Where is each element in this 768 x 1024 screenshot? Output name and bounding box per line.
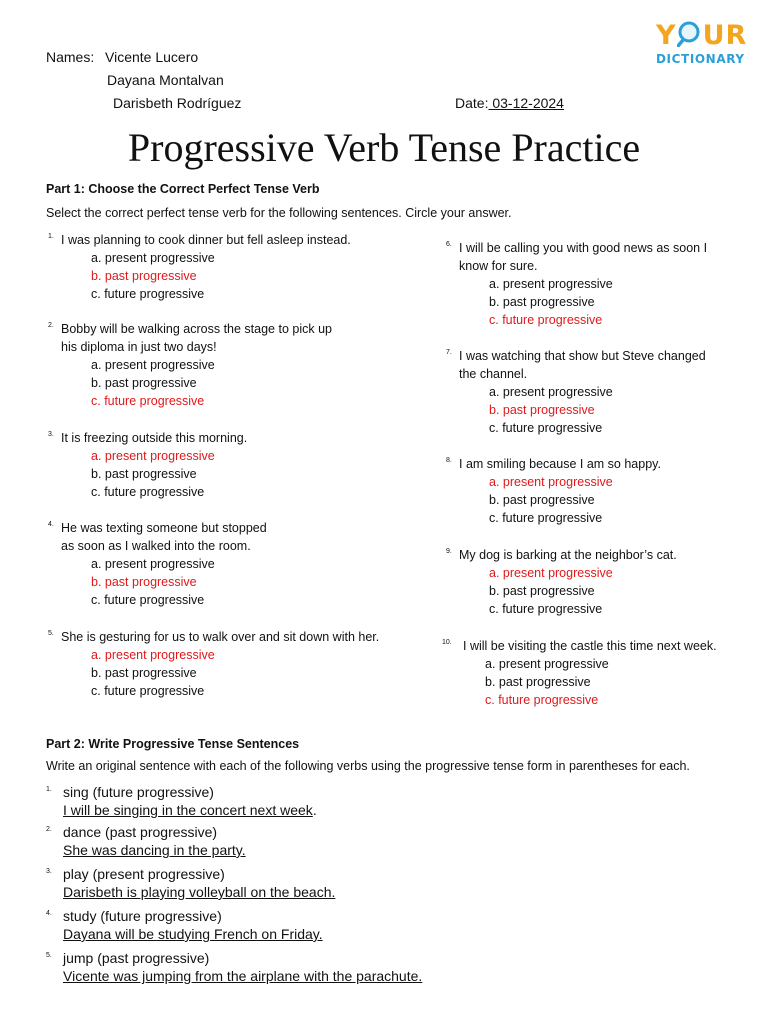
question-number: 6. — [446, 241, 452, 248]
question-number: 10. — [442, 639, 452, 646]
item-answer[interactable]: Dayana will be studying French on Friday. — [63, 926, 323, 942]
option-c[interactable]: c. future progressive — [91, 593, 205, 607]
item-prompt: study (future progressive) — [63, 908, 222, 924]
option-a[interactable]: a. present progressive — [91, 358, 215, 372]
part2-item-4 — [46, 907, 323, 943]
question-text: I was planning to cook dinner but fell asleep instead. — [61, 233, 351, 247]
question-number: 4. — [48, 521, 54, 528]
option-a-correct[interactable]: a. present progressive — [489, 566, 613, 580]
question-number: 3. — [48, 431, 54, 438]
option-b[interactable]: b. past progressive — [91, 467, 197, 481]
names-label: Names: — [46, 49, 95, 65]
question-text: know for sure. — [459, 259, 538, 273]
part2-item-2 — [46, 823, 246, 859]
option-b-correct[interactable]: b. past progressive — [489, 403, 595, 417]
part2-item-1 — [46, 783, 317, 819]
part1-instructions: Select the correct perfect tense verb for the following sentences. Circle your answer. — [46, 206, 512, 220]
item-number: 3. — [46, 868, 52, 875]
date-label: Date: — [455, 95, 489, 111]
student-name-1: Vicente Lucero — [105, 49, 199, 65]
item-prompt: sing (future progressive) — [63, 784, 214, 800]
option-c[interactable]: c. future progressive — [91, 485, 205, 499]
part2-instructions: Write an original sentence with each of the following verbs using the progressive tense form in parentheses for each. — [46, 759, 690, 773]
question-9 — [446, 546, 677, 618]
question-6 — [446, 239, 708, 329]
question-text: I will be calling you with good news as soon I — [459, 241, 708, 255]
option-c-correct[interactable]: c. future progressive — [485, 693, 599, 707]
item-prompt: dance (past progressive) — [63, 824, 218, 840]
option-b[interactable]: b. past progressive — [91, 376, 197, 390]
option-c[interactable]: c. future progressive — [91, 684, 205, 698]
question-1 — [48, 231, 351, 303]
question-number: 7. — [446, 349, 452, 356]
question-10 — [442, 637, 717, 709]
item-answer[interactable]: I will be singing in the concert next week — [63, 802, 313, 818]
part2-heading: Part 2: Write Progressive Tense Sentences — [46, 737, 300, 751]
question-text: She is gesturing for us to walk over and sit down with her. — [61, 630, 380, 644]
question-text: My dog is barking at the neighbor’s cat. — [459, 548, 677, 562]
part2-item-5 — [46, 949, 423, 985]
question-text: the channel. — [459, 367, 528, 381]
part1-heading: Part 1: Choose the Correct Perfect Tense Verb — [46, 182, 320, 196]
part2-item-3 — [46, 865, 336, 901]
option-a[interactable]: a. present progressive — [489, 277, 613, 291]
question-text: I will be visiting the castle this time next week. — [463, 639, 717, 653]
question-8 — [446, 455, 661, 527]
question-7 — [446, 347, 706, 437]
logo-your-y: Y — [656, 20, 677, 51]
item-answer-trail: . — [312, 802, 317, 818]
question-text: as soon as I walked into the room. — [61, 539, 251, 553]
item-number: 5. — [46, 952, 52, 959]
option-c[interactable]: c. future progressive — [489, 511, 603, 525]
option-b-correct[interactable]: b. past progressive — [91, 269, 197, 283]
option-c[interactable]: c. future progressive — [489, 421, 603, 435]
question-number: 1. — [48, 233, 54, 240]
option-b[interactable]: b. past progressive — [489, 584, 595, 598]
option-b[interactable]: b. past progressive — [485, 675, 591, 689]
question-number: 9. — [446, 548, 452, 555]
question-4 — [48, 519, 267, 609]
option-a-correct[interactable]: a. present progressive — [91, 648, 215, 662]
option-a[interactable]: a. present progressive — [91, 251, 215, 265]
item-number: 2. — [46, 826, 52, 833]
question-text: his diploma in just two days! — [61, 340, 217, 354]
option-a[interactable]: a. present progressive — [485, 657, 609, 671]
logo-your-rest: UR — [702, 20, 748, 51]
option-b-correct[interactable]: b. past progressive — [91, 575, 197, 589]
option-a[interactable]: a. present progressive — [489, 385, 613, 399]
page-title: Progressive Verb Tense Practice — [127, 125, 641, 170]
option-c[interactable]: c. future progressive — [489, 602, 603, 616]
question-text: I was watching that show but Steve changed — [459, 349, 706, 363]
item-number: 1. — [46, 786, 52, 793]
option-b[interactable]: b. past progressive — [489, 493, 595, 507]
option-c[interactable]: c. future progressive — [91, 287, 205, 301]
question-number: 2. — [48, 322, 54, 329]
question-number: 8. — [446, 457, 452, 464]
question-number: 5. — [48, 630, 54, 637]
student-name-3: Darisbeth Rodríguez — [113, 95, 242, 111]
item-prompt: jump (past progressive) — [63, 950, 210, 966]
item-answer[interactable]: Darisbeth is playing volleyball on the beach. — [63, 884, 336, 900]
question-text: Bobby will be walking across the stage to pick up — [61, 322, 332, 336]
question-5 — [48, 628, 380, 700]
item-answer[interactable]: She was dancing in the party. — [63, 842, 246, 858]
option-b[interactable]: b. past progressive — [91, 666, 197, 680]
option-b[interactable]: b. past progressive — [489, 295, 595, 309]
yourdictionary-logo — [656, 20, 747, 66]
logo-dictionary-text: DICTIONARY — [656, 52, 745, 66]
date-field — [455, 95, 564, 111]
date-value: 03-12-2024 — [488, 95, 564, 111]
option-a-correct[interactable]: a. present progressive — [91, 449, 215, 463]
student-name-2: Dayana Montalvan — [107, 72, 224, 88]
question-text: It is freezing outside this morning. — [61, 431, 248, 445]
item-number: 4. — [46, 910, 52, 917]
question-text: He was texting someone but stopped — [61, 521, 267, 535]
option-a[interactable]: a. present progressive — [91, 557, 215, 571]
option-c-correct[interactable]: c. future progressive — [489, 313, 603, 327]
item-answer[interactable]: Vicente was jumping from the airplane with the parachute. — [63, 968, 423, 984]
magnifier-icon — [677, 21, 703, 45]
option-a-correct[interactable]: a. present progressive — [489, 475, 613, 489]
question-2 — [48, 320, 332, 410]
item-prompt: play (present progressive) — [63, 866, 225, 882]
question-text: I am smiling because I am so happy. — [459, 457, 661, 471]
question-3 — [48, 429, 248, 501]
option-c-correct[interactable]: c. future progressive — [91, 394, 205, 408]
